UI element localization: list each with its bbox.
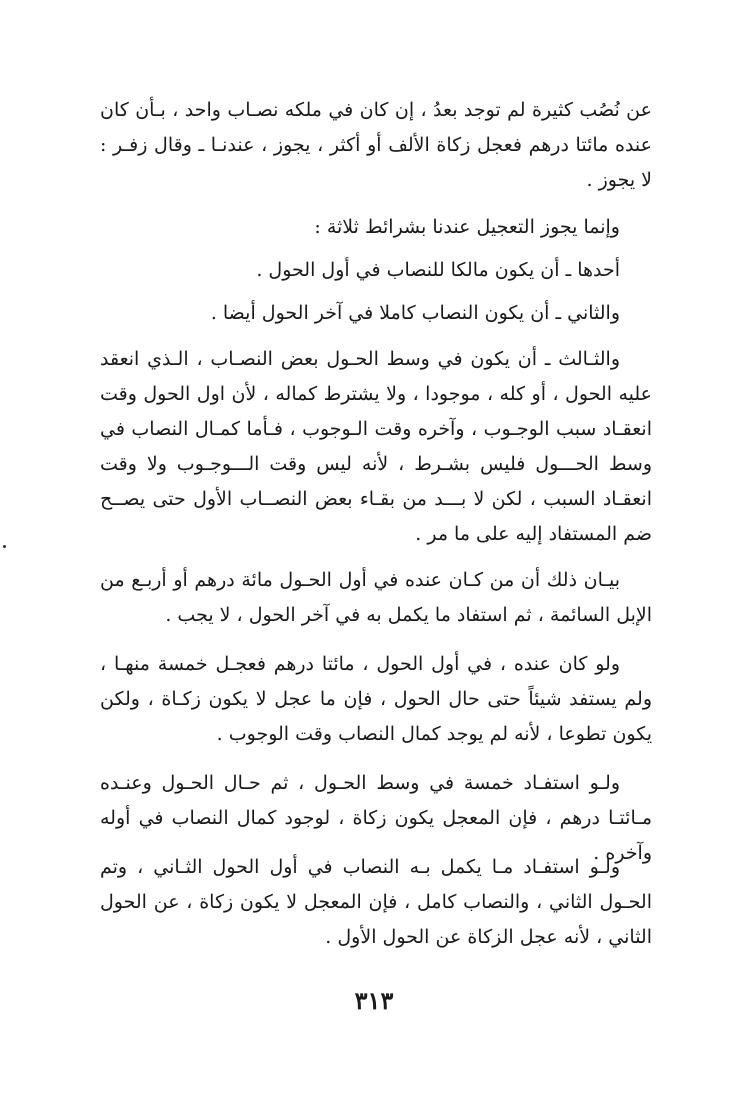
margin-mark — [3, 545, 6, 548]
paragraph-7: ولو كان عنده ، في أول الحول ، مائتا درهم فعجـل خمسة منهـا ، ولم يستفد شيئاً حتى حال الحول ، فإن ما عجل لا يكون زكـاة ، ولكن يكون تطوعا ، لأنه لم يوجد كمال النصاب وقت الوجوب . — [100, 653, 652, 745]
paragraph-6: بيـان ذلك أن من كـان عنده في أول الحـول مائة درهم أو أربـع من الإبل السائمة ، ثم استفاد ما يكمل به في آخر الحول ، لا يجب . — [100, 569, 652, 626]
paragraph-8: ولـو استفـاد خمسة في وسط الحـول ، ثم حـال الحـول وعنـده مـائتـا درهم ، فإن المعجل يكون زكاة ، لوجود كمال النصاب في أوله وآخره . — [100, 772, 652, 864]
page-number: ٣١٣ — [354, 986, 394, 1015]
paragraph-3: أحدها ـ أن يكون مالكا للنصاب في أول الحول . — [256, 259, 620, 281]
paragraph-4: والثاني ـ أن يكون النصاب كاملا في آخر الحول أيضا . — [210, 302, 620, 324]
paragraph-1: عن نُصُب كثيرة لم توجد بعدُ ، إن كان في ملكه نصـاب واحد ، بـأن كان عنده مائتا درهم فعجل زكاة الألف أو أكثر ، يجوز ، عندنـا ـ وقال زفـر : لا يجوز . — [100, 99, 652, 191]
paragraph-9: ولـو استفـاد مـا يكمل بـه النصاب في أول الحول الثـاني ، وتم الحـول الثاني ، والنصاب كامل ، فإن المعجل لا يكون زكاة ، عن الحول الثاني ، لأنه عجل الزكاة عن الحول الأول . — [100, 856, 652, 948]
paragraph-5: والثـالث ـ أن يكون في وسط الحـول بعض النصـاب ، الـذي انعقد عليه الحول ، أو كله ، موجودا ، ولا يشترط كماله ، لأن اول الحول وقت انعقـاد سبب الوجـوب ، وآخره وقت الـوجوب ، فـأما كمـال النصاب في وسط الحـــول فليس بشـرط ، لأنه ليس وقت الـــوجـوب ولا وقت انعقـاد السبب ، لكن لا بـــد من بقـاء بعض النصــاب الأول حتى يصــح ضم المستفاد إليه على ما مر . — [100, 348, 652, 545]
paragraph-2: وإنما يجوز التعجيل عندنا بشرائط ثلاثة : — [314, 216, 620, 238]
